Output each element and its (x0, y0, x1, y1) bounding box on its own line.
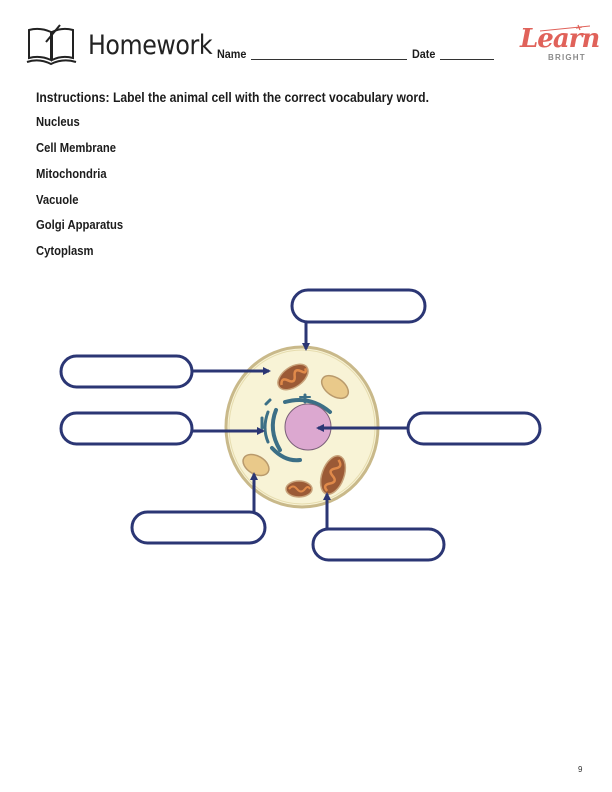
label-box-left-upper[interactable] (61, 356, 192, 387)
vocab-word: Nucleus (36, 115, 80, 129)
page-number: 9 (578, 765, 583, 774)
instructions-text: Instructions: Label the animal cell with the correct vocabulary word. (36, 90, 429, 105)
mitochondrion-bottom (286, 481, 312, 497)
label-box-right[interactable] (408, 413, 540, 444)
vocab-word: Golgi Apparatus (36, 218, 124, 232)
date-label: Date (412, 47, 436, 61)
vocab-word: Mitochondria (36, 167, 107, 181)
vocab-word: Vacuole (36, 193, 79, 207)
vocab-word: Cell Membrane (36, 141, 117, 155)
label-box-bottom-right[interactable] (313, 529, 444, 560)
logo-brand: Learn (520, 24, 600, 54)
name-label: Name (217, 47, 247, 61)
label-box-top[interactable] (292, 290, 425, 322)
label-box-bottom-left[interactable] (132, 512, 265, 543)
page-title: Homework (88, 30, 213, 61)
vocab-word: Cytoplasm (36, 244, 94, 258)
label-box-left-lower[interactable] (61, 413, 192, 444)
logo-subtitle: BRIGHT (548, 53, 586, 62)
